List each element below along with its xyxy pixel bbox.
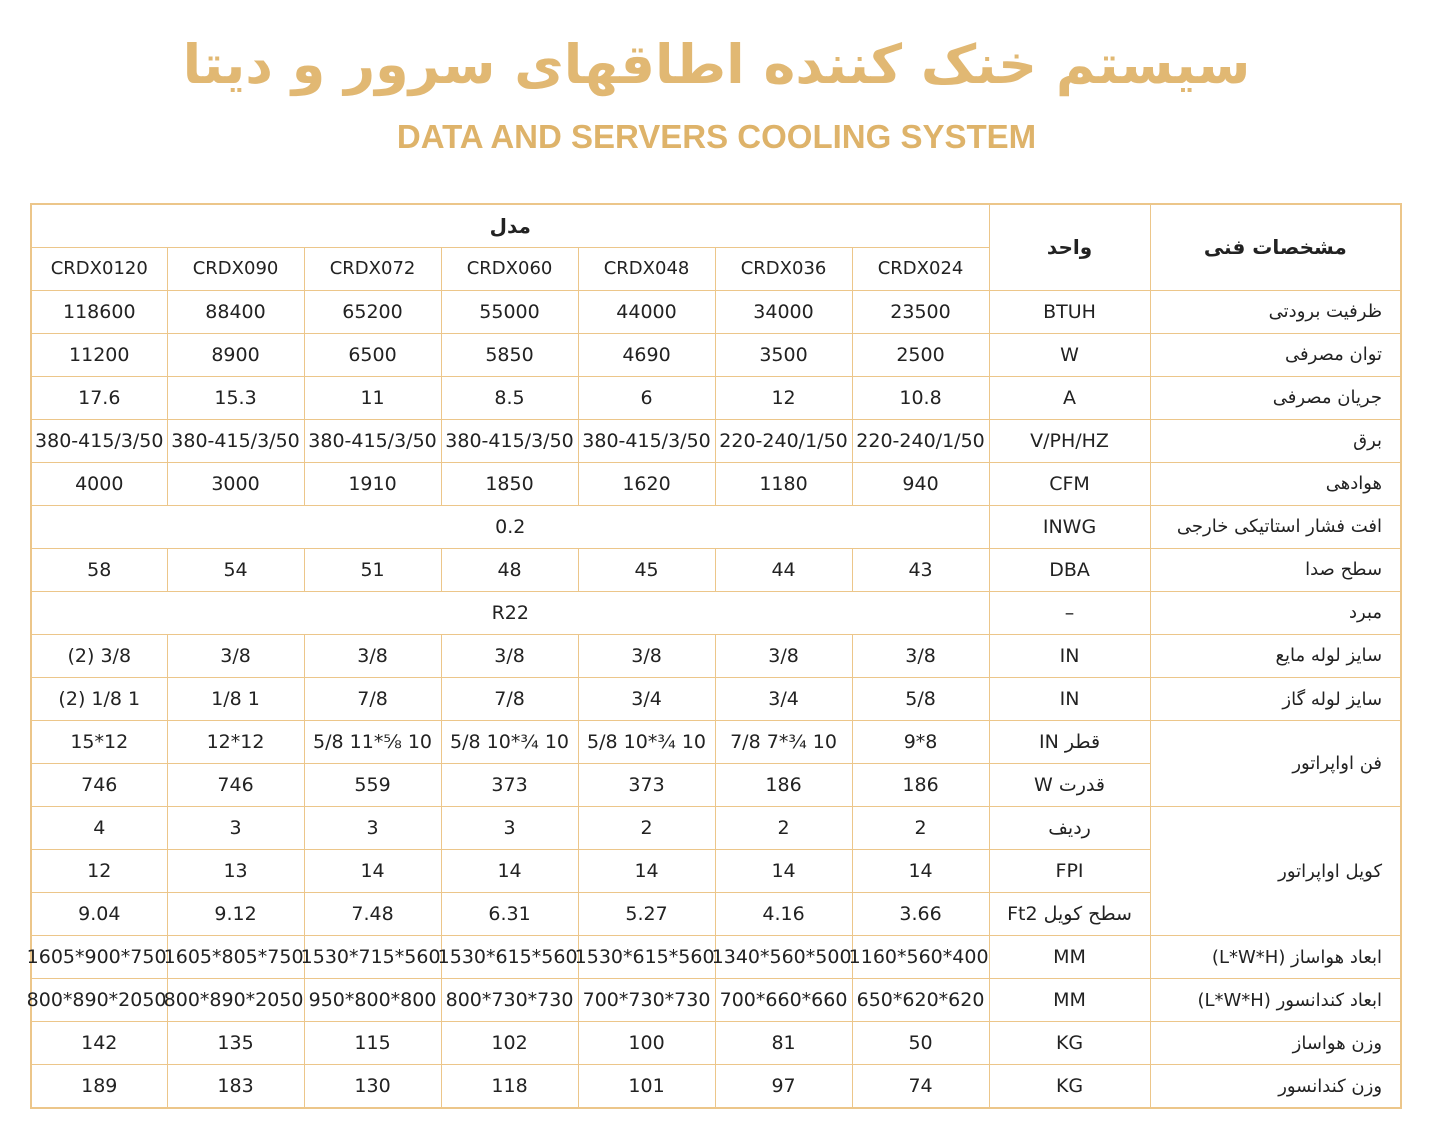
value-cell: 3.66 xyxy=(852,893,989,936)
value-cell: 940 xyxy=(852,462,989,505)
value-cell: 101 xyxy=(578,1065,715,1108)
spec-label: ابعاد کندانسور (L*W*H) xyxy=(1150,979,1401,1022)
value-cell: 58 xyxy=(31,548,167,591)
unit-cell: MM xyxy=(989,936,1150,979)
value-cell: 380-415/3/50 xyxy=(578,419,715,462)
value-cell: 559 xyxy=(304,764,441,807)
value-cell: 14 xyxy=(578,850,715,893)
value-cell: 50 xyxy=(852,1022,989,1065)
model-name: CRDX090 xyxy=(167,247,304,290)
spec-label: جریان مصرفی xyxy=(1150,376,1401,419)
spec-row xyxy=(31,678,1401,721)
value-cell: 2 xyxy=(852,807,989,850)
value-cell: 135 xyxy=(167,1022,304,1065)
unit-cell: قدرت W xyxy=(989,764,1150,807)
spec-row xyxy=(31,376,1401,419)
spec-row xyxy=(31,505,1401,548)
model-name: CRDX036 xyxy=(715,247,852,290)
value-cell: 220-240/1/50 xyxy=(715,419,852,462)
value-cell: 380-415/3/50 xyxy=(441,419,578,462)
value-cell: 186 xyxy=(715,764,852,807)
value-cell: 7/8 xyxy=(441,678,578,721)
value-cell: 3/8 xyxy=(441,634,578,677)
value-cell: 560*615*1530 xyxy=(578,936,715,979)
value-cell: 100 xyxy=(578,1022,715,1065)
value-cell: 3/4 xyxy=(715,678,852,721)
value-cell: 88400 xyxy=(167,290,304,333)
value-cell: 12*12 xyxy=(167,721,304,764)
value-cell: 3/8 (2) xyxy=(31,634,167,677)
spec-label: افت فشار استاتیکی خارجی xyxy=(1150,505,1401,548)
value-cell: 1 1/8 xyxy=(167,678,304,721)
unit-cell: A xyxy=(989,376,1150,419)
value-cell: 3 xyxy=(167,807,304,850)
spec-header: مشخصات فنی xyxy=(1150,204,1401,290)
value-cell: 97 xyxy=(715,1065,852,1108)
unit-cell: INWG xyxy=(989,505,1150,548)
value-cell: 6.31 xyxy=(441,893,578,936)
value-cell: 81 xyxy=(715,1022,852,1065)
value-cell: 750*900*1605 xyxy=(31,936,167,979)
unit-cell: IN xyxy=(989,678,1150,721)
coil-row xyxy=(31,807,1401,850)
value-cell: 3000 xyxy=(167,462,304,505)
value-cell: 186 xyxy=(852,764,989,807)
unit-cell: W xyxy=(989,333,1150,376)
value-cell: 115 xyxy=(304,1022,441,1065)
model-name: CRDX024 xyxy=(852,247,989,290)
spec-row xyxy=(31,979,1401,1022)
value-cell: 183 xyxy=(167,1065,304,1108)
value-cell: 400*560*1160 xyxy=(852,936,989,979)
unit-cell: ردیف xyxy=(989,807,1150,850)
model-name: CRDX0120 xyxy=(31,247,167,290)
spec-row xyxy=(31,1065,1401,1108)
value-cell: 3/4 xyxy=(578,678,715,721)
value-cell: 45 xyxy=(578,548,715,591)
unit-cell: DBA xyxy=(989,548,1150,591)
value-cell: 189 xyxy=(31,1065,167,1108)
merged-value-cell: 0.2 xyxy=(31,505,989,548)
value-cell: 4690 xyxy=(578,333,715,376)
value-cell: 8.5 xyxy=(441,376,578,419)
value-cell: 620*620*650 xyxy=(852,979,989,1022)
value-cell: 12 xyxy=(31,850,167,893)
spec-row xyxy=(31,634,1401,677)
value-cell: 130 xyxy=(304,1065,441,1108)
value-cell: 220-240/1/50 xyxy=(852,419,989,462)
unit-cell: FPI xyxy=(989,850,1150,893)
coil-group-label: کویل اواپراتور xyxy=(1150,807,1401,936)
value-cell: 730*730*700 xyxy=(578,979,715,1022)
value-cell: 2 xyxy=(578,807,715,850)
unit-cell: BTUH xyxy=(989,290,1150,333)
value-cell: 5/8 xyxy=(852,678,989,721)
model-name: CRDX060 xyxy=(441,247,578,290)
unit-cell: KG xyxy=(989,1022,1150,1065)
value-cell: 1 1/8 (2) xyxy=(31,678,167,721)
spec-row xyxy=(31,591,1401,634)
spec-row xyxy=(31,462,1401,505)
model-header: مدل xyxy=(31,204,989,247)
value-cell: 2050*890*800 xyxy=(167,979,304,1022)
value-cell: 3500 xyxy=(715,333,852,376)
value-cell: 380-415/3/50 xyxy=(31,419,167,462)
value-cell: 44000 xyxy=(578,290,715,333)
value-cell: 3 xyxy=(304,807,441,850)
value-cell: 43 xyxy=(852,548,989,591)
spec-label: سایز لوله گاز xyxy=(1150,678,1401,721)
spec-table xyxy=(26,203,1402,1109)
value-cell: 373 xyxy=(441,764,578,807)
value-cell: 10 ¾*10 5/8 xyxy=(441,721,578,764)
unit-cell: V/PH/HZ xyxy=(989,419,1150,462)
value-cell: 14 xyxy=(852,850,989,893)
value-cell: 6500 xyxy=(304,333,441,376)
unit-cell: – xyxy=(989,591,1150,634)
spec-row xyxy=(31,936,1401,979)
spec-row xyxy=(31,548,1401,591)
value-cell: 9.04 xyxy=(31,893,167,936)
value-cell: 44 xyxy=(715,548,852,591)
spec-label: ظرفیت برودتی xyxy=(1150,290,1401,333)
value-cell: 6 xyxy=(578,376,715,419)
value-cell: 3 xyxy=(441,807,578,850)
value-cell: 3/8 xyxy=(578,634,715,677)
unit-cell: MM xyxy=(989,979,1150,1022)
value-cell: 17.6 xyxy=(31,376,167,419)
value-cell: 7.48 xyxy=(304,893,441,936)
value-cell: 730*730*800 xyxy=(441,979,578,1022)
value-cell: 11 xyxy=(304,376,441,419)
value-cell: 10 ¾*7 7/8 xyxy=(715,721,852,764)
fan-group-label: فن اواپراتور xyxy=(1150,721,1401,807)
value-cell: 51 xyxy=(304,548,441,591)
value-cell: 3/8 xyxy=(715,634,852,677)
spec-label: برق xyxy=(1150,419,1401,462)
value-cell: 5850 xyxy=(441,333,578,376)
value-cell: 4000 xyxy=(31,462,167,505)
page-title-english: DATA AND SERVERS COOLING SYSTEM xyxy=(396,118,1037,155)
value-cell: 373 xyxy=(578,764,715,807)
value-cell: 10 ⅝*11 5/8 xyxy=(304,721,441,764)
model-name: CRDX048 xyxy=(578,247,715,290)
value-cell: 2050*890*800 xyxy=(31,979,167,1022)
value-cell: 1910 xyxy=(304,462,441,505)
unit-cell: قطر IN xyxy=(989,721,1150,764)
value-cell: 2500 xyxy=(852,333,989,376)
value-cell: 10.8 xyxy=(852,376,989,419)
spec-label: هوادهی xyxy=(1150,462,1401,505)
value-cell: 23500 xyxy=(852,290,989,333)
value-cell: 746 xyxy=(31,764,167,807)
spec-label: سطح صدا xyxy=(1150,548,1401,591)
value-cell: 10 ¾*10 5/8 xyxy=(578,721,715,764)
value-cell: 74 xyxy=(852,1065,989,1108)
value-cell: 12 xyxy=(715,376,852,419)
value-cell: 65200 xyxy=(304,290,441,333)
value-cell: 48 xyxy=(441,548,578,591)
unit-cell: سطح کویل Ft2 xyxy=(989,893,1150,936)
value-cell: 54 xyxy=(167,548,304,591)
spec-row xyxy=(31,290,1401,333)
value-cell: 750*805*1605 xyxy=(167,936,304,979)
value-cell: 4 xyxy=(31,807,167,850)
fan-row xyxy=(31,721,1401,764)
value-cell: 3/8 xyxy=(852,634,989,677)
value-cell: 118600 xyxy=(31,290,167,333)
merged-value-cell: R22 xyxy=(31,591,989,634)
unit-cell: IN xyxy=(989,634,1150,677)
value-cell: 500*560*1340 xyxy=(715,936,852,979)
spec-label: مبرد xyxy=(1150,591,1401,634)
value-cell: 3/8 xyxy=(304,634,441,677)
spec-label: وزن هواساز xyxy=(1150,1022,1401,1065)
header-row-1 xyxy=(31,204,1401,247)
value-cell: 11200 xyxy=(31,333,167,376)
value-cell: 1620 xyxy=(578,462,715,505)
value-cell: 9.12 xyxy=(167,893,304,936)
value-cell: 1850 xyxy=(441,462,578,505)
spec-row xyxy=(31,333,1401,376)
value-cell: 746 xyxy=(167,764,304,807)
value-cell: 14 xyxy=(715,850,852,893)
value-cell: 380-415/3/50 xyxy=(167,419,304,462)
value-cell: 3/8 xyxy=(167,634,304,677)
value-cell: 7/8 xyxy=(304,678,441,721)
value-cell: 14 xyxy=(441,850,578,893)
value-cell: 560*715*1530 xyxy=(304,936,441,979)
value-cell: 380-415/3/50 xyxy=(304,419,441,462)
value-cell: 660*660*700 xyxy=(715,979,852,1022)
page-title-persian: سیستم خنک کننده اطاقهای سرور و دیتا xyxy=(182,33,1251,96)
unit-cell: CFM xyxy=(989,462,1150,505)
value-cell: 55000 xyxy=(441,290,578,333)
spec-label: سایز لوله مایع xyxy=(1150,634,1401,677)
value-cell: 118 xyxy=(441,1065,578,1108)
value-cell: 34000 xyxy=(715,290,852,333)
value-cell: 5.27 xyxy=(578,893,715,936)
spec-row xyxy=(31,1022,1401,1065)
value-cell: 12*15 xyxy=(31,721,167,764)
value-cell: 800*800*950 xyxy=(304,979,441,1022)
value-cell: 1180 xyxy=(715,462,852,505)
spec-label: ابعاد هواساز (L*W*H) xyxy=(1150,936,1401,979)
model-name: CRDX072 xyxy=(304,247,441,290)
value-cell: 14 xyxy=(304,850,441,893)
value-cell: 13 xyxy=(167,850,304,893)
value-cell: 142 xyxy=(31,1022,167,1065)
value-cell: 2 xyxy=(715,807,852,850)
unit-header: واحد xyxy=(989,204,1150,290)
spec-label: وزن کندانسور xyxy=(1150,1065,1401,1108)
unit-cell: KG xyxy=(989,1065,1150,1108)
value-cell: 8*9 xyxy=(852,721,989,764)
spec-label: توان مصرفی xyxy=(1150,333,1401,376)
value-cell: 102 xyxy=(441,1022,578,1065)
value-cell: 15.3 xyxy=(167,376,304,419)
value-cell: 4.16 xyxy=(715,893,852,936)
spec-row xyxy=(31,419,1401,462)
value-cell: 560*615*1530 xyxy=(441,936,578,979)
value-cell: 8900 xyxy=(167,333,304,376)
